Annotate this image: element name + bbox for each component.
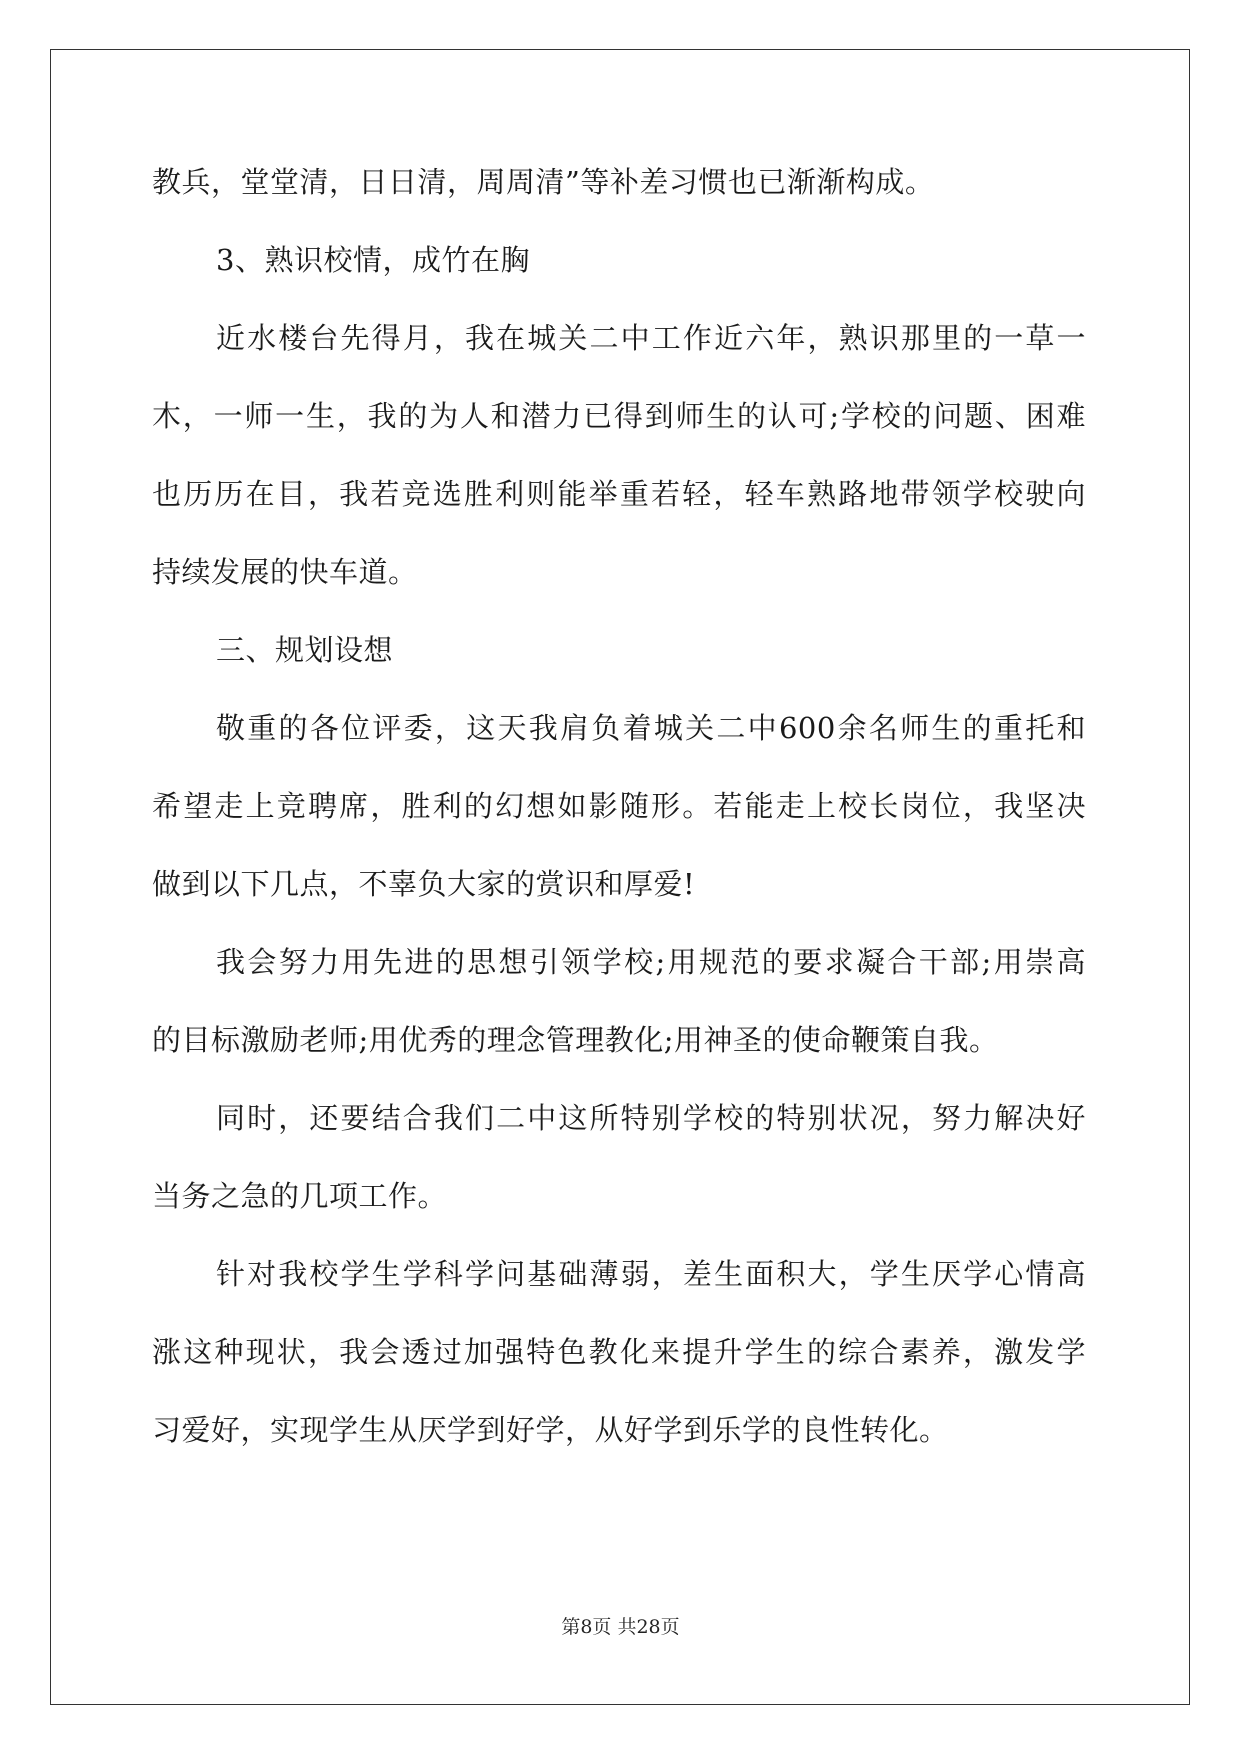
text-line: 的目标激励老师;用优秀的理念管理教化;用神圣的使命鞭策自我。	[152, 1023, 999, 1057]
text-line: 同时，还要结合我们二中这所特别学校的特别状况，努力解决好	[216, 1101, 1086, 1135]
text-line: 当务之急的几项工作。	[152, 1179, 448, 1213]
text-line: 做到以下几点，不辜负大家的赏识和厚爱!	[152, 867, 696, 901]
page-number: 第8页 共28页	[561, 1616, 680, 1638]
section-heading: 三、规划设想	[216, 633, 394, 667]
text-line: 3、熟识校情，成竹在胸	[216, 243, 530, 277]
text-line: 希望走上竞聘席，胜利的幻想如影随形。若能走上校长岗位，我坚决	[152, 789, 1086, 823]
text-line: 习爱好，实现学生从厌学到好学，从好学到乐学的良性转化。	[152, 1413, 949, 1447]
text-line: 近水楼台先得月，我在城关二中工作近六年，熟识那里的一草一	[216, 321, 1086, 355]
text-line: 敬重的各位评委，这天我肩负着城关二中600余名师生的重托和	[216, 711, 1086, 745]
text-line: 我会努力用先进的思想引领学校;用规范的要求凝合干部;用崇高	[216, 945, 1086, 979]
text-line: 也历历在目，我若竞选胜利则能举重若轻，轻车熟路地带领学校驶向	[152, 477, 1086, 511]
text-line: 教兵，堂堂清，日日清，周周清”等补差习惯也已渐渐构成。	[152, 165, 935, 199]
text-line: 针对我校学生学科学问基础薄弱，差生面积大，学生厌学心情高	[216, 1257, 1086, 1291]
text-line: 涨这种现状，我会透过加强特色教化来提升学生的综合素养，激发学	[152, 1335, 1086, 1369]
text-line: 持续发展的快车道。	[152, 555, 418, 589]
text-line: 木，一师一生，我的为人和潜力已得到师生的认可;学校的问题、困难	[152, 399, 1086, 433]
